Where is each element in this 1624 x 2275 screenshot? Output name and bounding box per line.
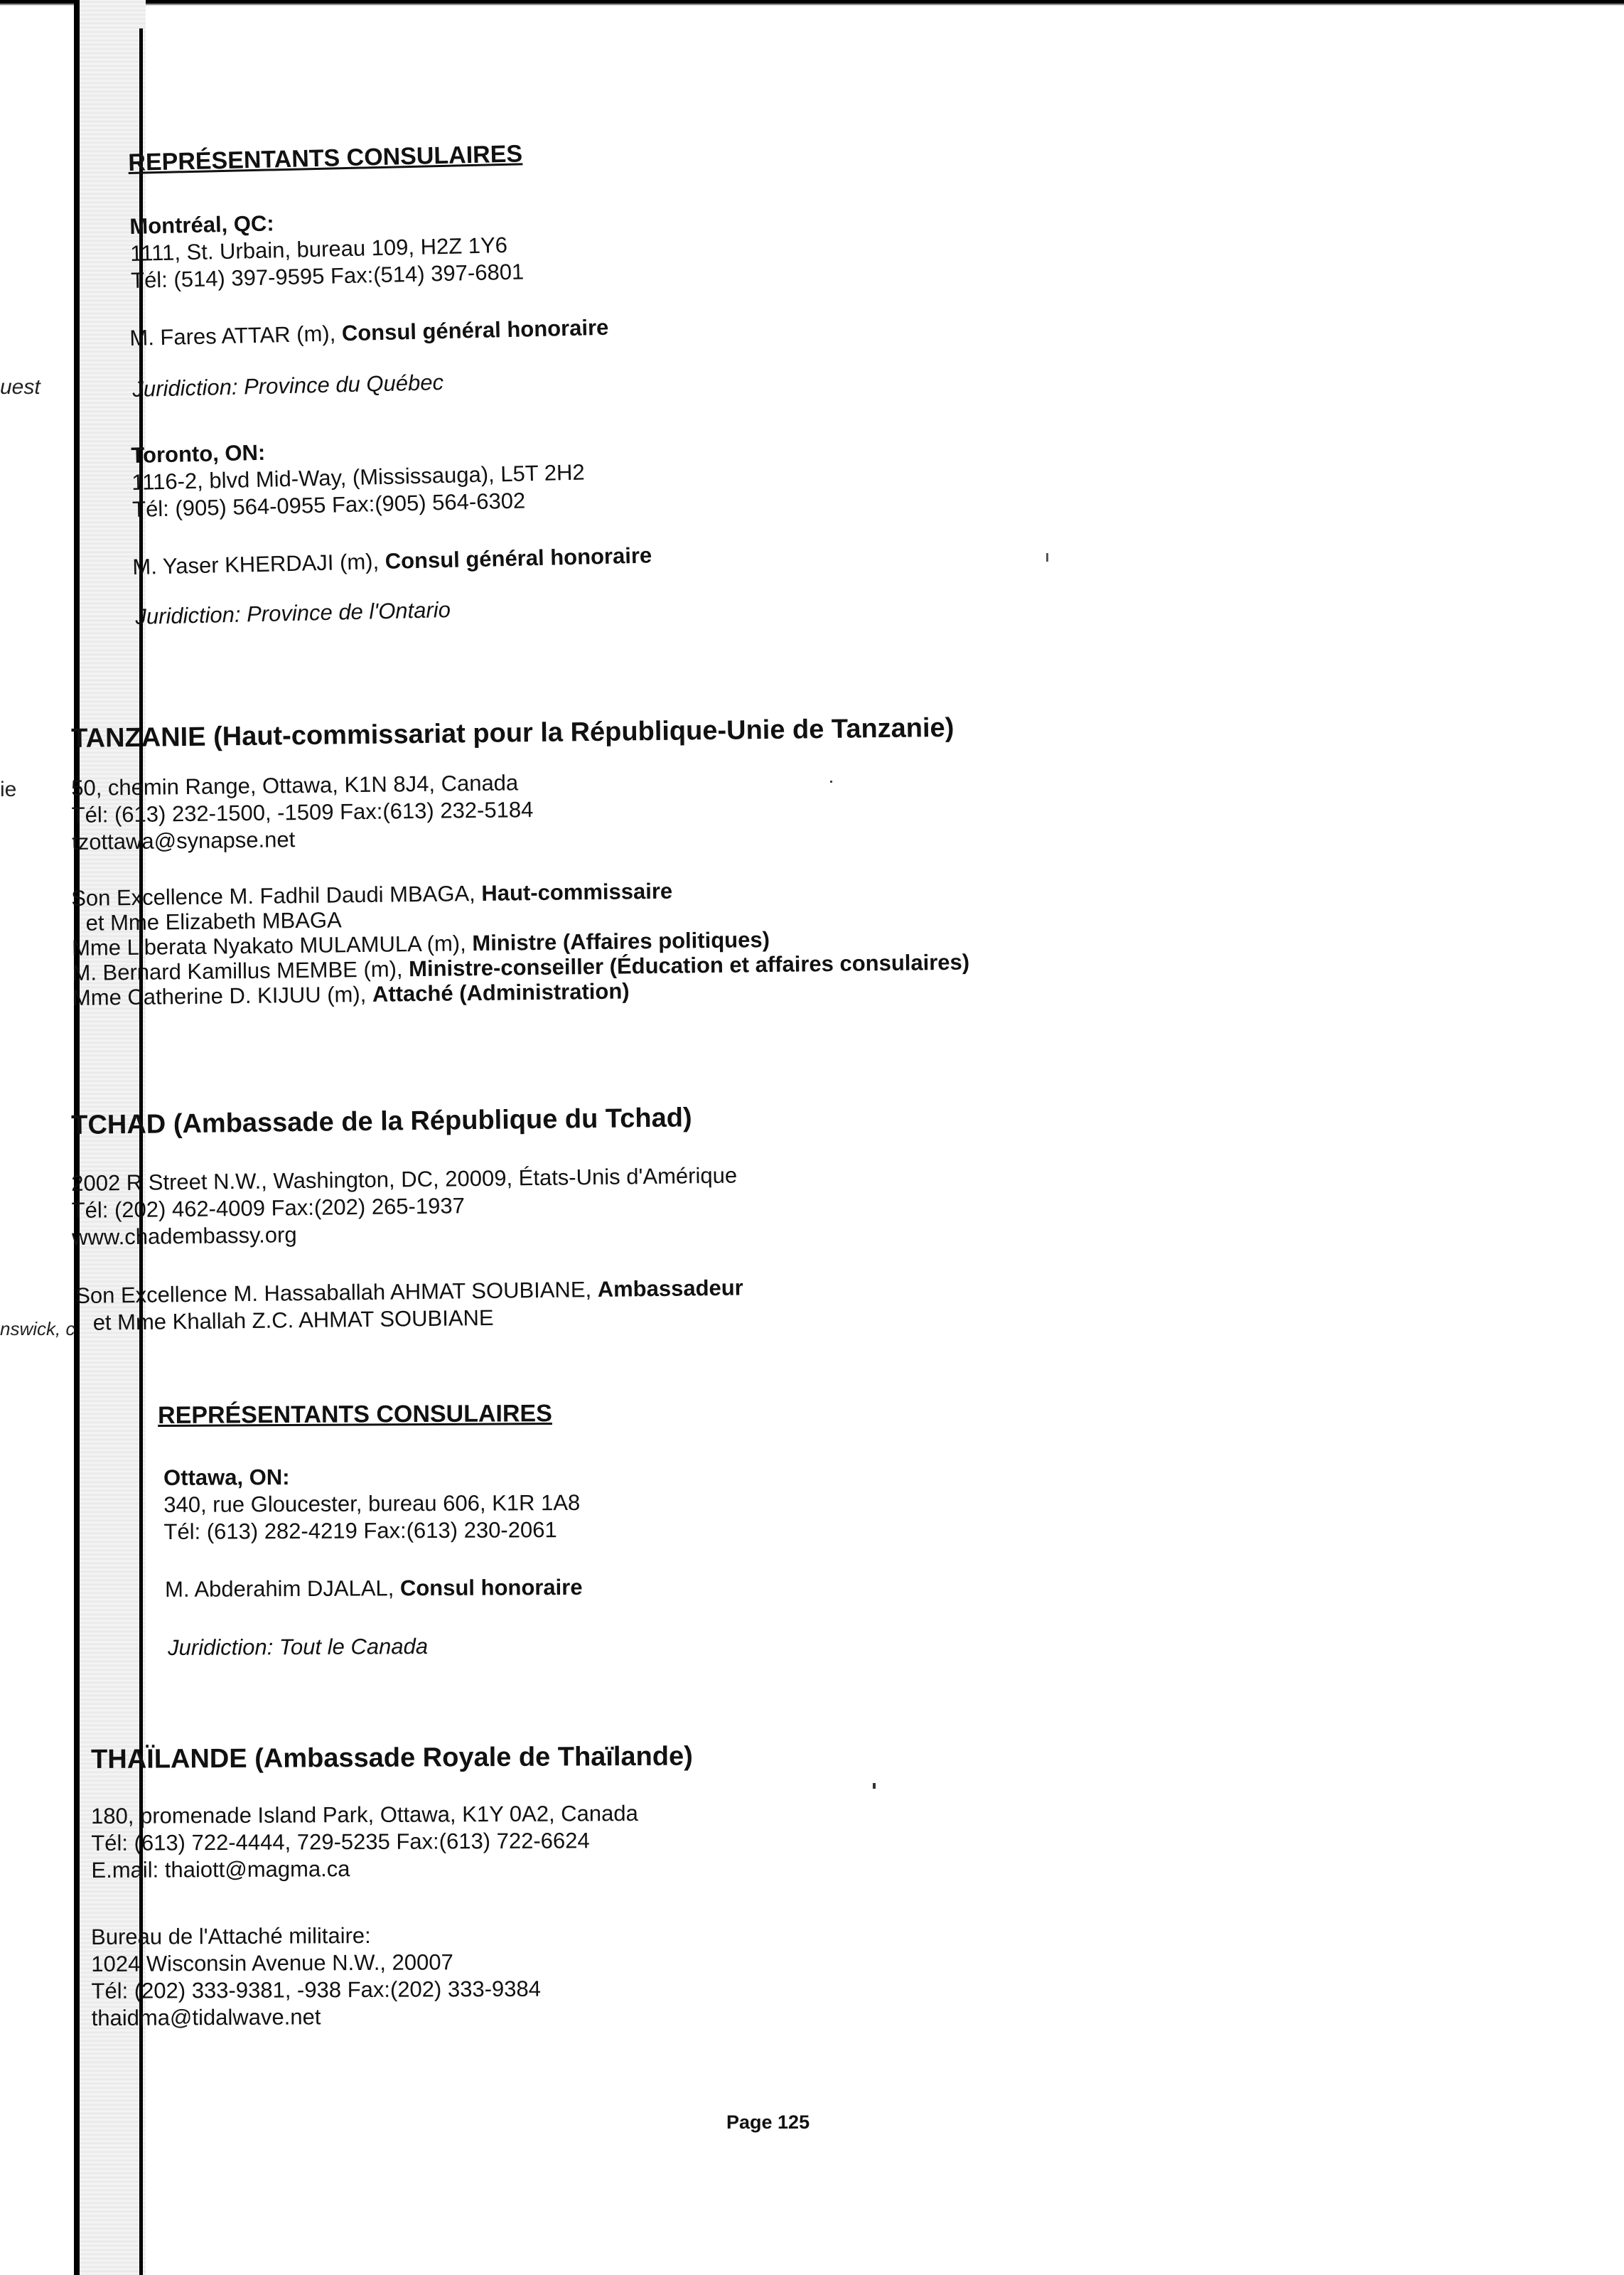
contact-block bbox=[71, 769, 534, 856]
email: thaidma@tidalwave.net bbox=[91, 2004, 321, 2030]
phone-fax: Tél: (613) 232-1500, -1509 Fax:(613) 232-5184 bbox=[71, 797, 534, 828]
person-name: M. Fares ATTAR (m), bbox=[129, 321, 336, 350]
phone-fax: Tél: (613) 282-4219 Fax:(613) 230-2061 bbox=[163, 1517, 557, 1544]
attache-label: Bureau de l'Attaché militaire: bbox=[91, 1922, 371, 1949]
jurisdiction: Juridiction: Province du Québec bbox=[132, 370, 444, 402]
person-line bbox=[129, 315, 609, 351]
country-heading: THAÏLANDE (Ambassade Royale de Thaïlande) bbox=[91, 1741, 693, 1774]
staff-title: Ministre (Affaires politiques) bbox=[472, 926, 770, 956]
page-number: Page 125 bbox=[726, 2111, 810, 2133]
staff-name: Son Excellence M. Fadhil Daudi MBAGA, bbox=[71, 881, 475, 911]
jurisdiction: Juridiction: Tout le Canada bbox=[168, 1634, 429, 1660]
scan-speck bbox=[1046, 553, 1048, 562]
website: www.chadembassy.org bbox=[71, 1222, 297, 1250]
staff-name: et Mme Khallah Z.C. AHMAT SOUBIANE bbox=[92, 1305, 494, 1335]
jurisdiction: Juridiction: Province de l'Ontario bbox=[135, 596, 451, 629]
country-heading bbox=[71, 1103, 692, 1141]
address: 1024 Wisconsin Avenue N.W., 20007 bbox=[91, 1949, 453, 1976]
address: 50, chemin Range, Ottawa, K1N 8J4, Canada bbox=[71, 770, 519, 801]
person-title: Consul honoraire bbox=[399, 1574, 583, 1601]
city-name: Montréal, QC: bbox=[129, 210, 274, 239]
person-line bbox=[165, 1575, 583, 1602]
address: 180, promenade Island Park, Ottawa, K1Y 0A2, Canada bbox=[91, 1800, 638, 1829]
person-title: Consul général honoraire bbox=[341, 314, 609, 346]
staff-title: Ministre-conseiller (Éducation et affaires consulaires) bbox=[408, 949, 970, 982]
section-heading: REPRÉSENTANTS CONSULAIRES bbox=[158, 1400, 552, 1429]
left-fragment: uest bbox=[0, 375, 41, 399]
staff-list bbox=[71, 875, 970, 1010]
attache-block bbox=[91, 1922, 541, 2032]
toronto-entry bbox=[131, 432, 586, 523]
address: 2002 R Street N.W., Washington, DC, 20009, États-Unis d'Amérique bbox=[71, 1162, 738, 1196]
address: 340, rue Gloucester, bureau 606, K1R 1A8 bbox=[163, 1489, 581, 1517]
address: 1111, St. Urbain, bureau 109, H2Z 1Y6 bbox=[129, 232, 508, 266]
person-name: M. Yaser KHERDAJI (m), bbox=[132, 549, 380, 579]
contact-block bbox=[71, 1162, 738, 1251]
staff-name: et Mme Elizabeth MBAGA bbox=[85, 907, 342, 936]
phone-fax: Tél: (202) 333-9381, -938 Fax:(202) 333-9384 bbox=[91, 1976, 542, 2003]
city-name: Toronto, ON: bbox=[131, 439, 266, 468]
country-heading: TANZANIE (Haut-commissariat pour la République-Unie de Tanzanie) bbox=[71, 712, 954, 754]
person-line bbox=[132, 542, 652, 580]
section-heading: REPRÉSENTANTS CONSULAIRES bbox=[128, 140, 523, 176]
person-name: M. Abderahim DJALAL, bbox=[165, 1575, 394, 1602]
phone-fax: Tél: (905) 564-0955 Fax:(905) 564-6302 bbox=[131, 488, 526, 522]
phone-fax: Tél: (514) 397-9595 Fax:(514) 397-6801 bbox=[130, 259, 525, 293]
consular-entry bbox=[163, 1462, 581, 1546]
staff-title: Attaché (Administration) bbox=[372, 978, 630, 1007]
contact-block bbox=[91, 1800, 638, 1884]
staff-list bbox=[75, 1275, 743, 1337]
staff-name: M. Bernard Kamillus MEMBE (m), bbox=[72, 956, 403, 985]
left-fragment: ie bbox=[0, 778, 17, 801]
staff-name: Son Excellence M. Hassaballah AHMAT SOUBIANE, bbox=[75, 1277, 592, 1308]
city-name: Ottawa, ON: bbox=[163, 1465, 290, 1490]
country-name: TCHAD bbox=[71, 1109, 166, 1140]
phone-fax: Tél: (613) 722-4444, 729-5235 Fax:(613) 722-6624 bbox=[91, 1828, 590, 1856]
scan-top-edge bbox=[0, 0, 1624, 6]
email: E.mail: thaiott@magma.ca bbox=[91, 1856, 350, 1883]
person-title: Consul général honoraire bbox=[385, 542, 652, 574]
country-subtitle: (Ambassade de la République du Tchad) bbox=[173, 1103, 692, 1140]
scan-speck bbox=[873, 1783, 876, 1789]
staff-title: Ambassadeur bbox=[597, 1275, 743, 1302]
email: tzottawa@synapse.net bbox=[71, 827, 296, 855]
montreal-entry bbox=[129, 204, 525, 294]
staff-name: Mme Catherine D. KIJUU (m), bbox=[72, 981, 367, 1010]
address: 1116-2, blvd Mid-Way, (Mississauga), L5T 2H2 bbox=[131, 459, 585, 495]
staff-title: Haut-commissaire bbox=[481, 878, 673, 906]
phone-fax: Tél: (202) 462-4009 Fax:(202) 265-1937 bbox=[71, 1193, 466, 1223]
left-fragment: nswick, c bbox=[0, 1318, 75, 1339]
staff-name: Mme Liberata Nyakato MULAMULA (m), bbox=[71, 931, 466, 960]
scan-speck bbox=[830, 781, 832, 783]
